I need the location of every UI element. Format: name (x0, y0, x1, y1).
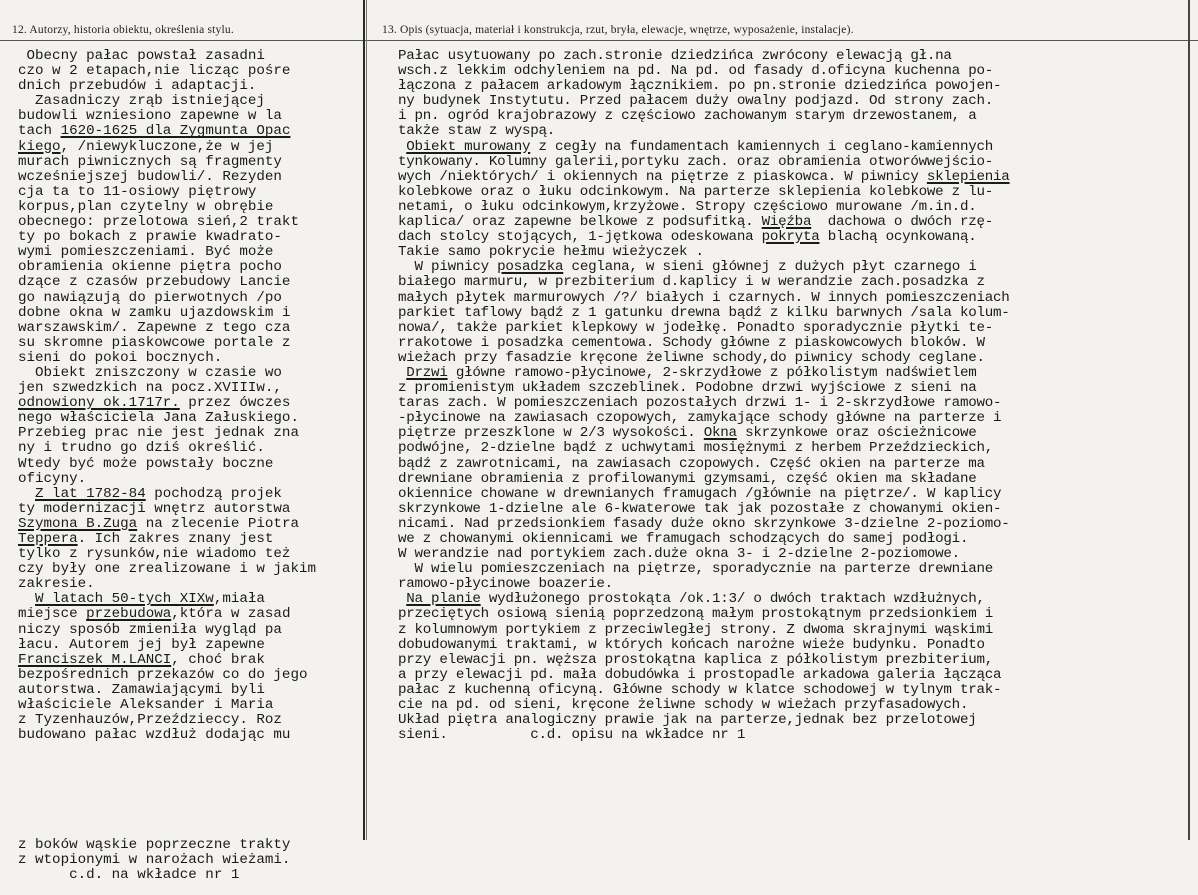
text-segment: Zasadniczy zrąb istniejącej (18, 93, 265, 110)
text-line (18, 607, 363, 622)
text-line (18, 155, 363, 170)
text-segment: pochodzą projek (145, 485, 282, 502)
text-segment: wsch.z lekkim odchyleniem na pd. Na pd. od fasady d.oficyna kuchenna po- (398, 63, 993, 80)
text-line (18, 124, 363, 139)
text-segment: wych /niektórych/ i okiennych na piętrze z piaskowca. W piwnicy (398, 168, 927, 185)
text-line (18, 472, 363, 487)
underlined-phrase: sklepienia (926, 168, 1010, 185)
text-line (398, 623, 1188, 638)
text-segment: ty modernizacji wnętrz autorstwa (18, 500, 291, 517)
underlined-phrase: W latach 50-tych XIXw (35, 591, 214, 608)
text-line (18, 381, 363, 396)
text-segment: dach stolcy stojących, 1-jętkowa odeskowana (398, 229, 762, 246)
text-segment: na zlecenie Piotra (137, 515, 299, 532)
text-line (398, 79, 1188, 94)
underlined-phrase: Z lat 1782-84 (35, 485, 146, 502)
text-segment: obecnego: przelotowa sień,2 trakt (18, 214, 299, 231)
underlined-phrase: Szymona B.Zuga (18, 515, 138, 532)
text-line (398, 487, 1188, 502)
text-segment: podwójne, 2-dzielne bądź z uchwytami mosiężnymi z herbem Przeździeckich, (398, 440, 993, 457)
text-line (398, 547, 1188, 562)
text-segment: ny budynek Instytutu. Przed pałacem duży owalny podjazd. Od strony zach. (398, 93, 993, 110)
text-segment: dobudowanymi traktami, w których końcach narożne wieże budynku. Ponadto (398, 636, 985, 653)
text-line (398, 472, 1188, 487)
text-segment: niczy sposób zmieniła wygląd pa (18, 621, 282, 638)
text-segment: zakresie. (18, 576, 95, 593)
text-line (398, 200, 1188, 215)
text-segment: ,miała (213, 591, 265, 608)
text-segment: ,która w zasad (171, 606, 291, 623)
text-segment: nicami. Nad przedsionkiem fasady duże okno skrzynkowe 3-dzielne 2-poziomo- (398, 515, 1010, 532)
text-line (398, 260, 1188, 275)
text-line (18, 215, 363, 230)
column-divider-inner (366, 0, 367, 840)
underlined-phrase: Obiekt murowany (406, 138, 531, 155)
text-segment: c.d. na wkładce nr 1 (18, 867, 240, 884)
text-line (398, 638, 1188, 653)
text-line (18, 623, 363, 638)
text-segment: netami, o łuku odcinkowym,krzyżowe. Stropy częściowo murowane /m.in.d. (398, 198, 977, 215)
text-line (398, 155, 1188, 170)
text-line (18, 140, 363, 155)
text-segment: z kolumnowym portykiem z przeciwległej strony. Z dwoma skrajnymi wąskimi (398, 621, 993, 638)
text-segment: białego marmuru, w prezbiterium d.kaplicy i w werandzie zach.posadzka z (398, 274, 985, 291)
text-line (398, 170, 1188, 185)
text-line (18, 713, 363, 728)
section-13-header: 13. Opis (sytuacja, materiał i konstrukcja, rzut, bryła, elewacje, wnętrze, wyposażenie, instalacje). (382, 24, 854, 36)
text-line (18, 200, 363, 215)
text-segment: obramienia okienne piętra pocho (18, 259, 282, 276)
text-segment (18, 486, 35, 502)
header-rule (0, 40, 1198, 41)
text-segment: -płycinowe na zawiasach czopowych, zamykające schody główne na parterze i (398, 410, 1002, 427)
text-segment: okiennice chowane w drewnianych framugach /głównie na piętrze/. W kaplicy (398, 485, 1002, 502)
text-line (18, 170, 363, 185)
underlined-phrase: Franciszek M.LANCI (18, 651, 172, 668)
text-line (18, 351, 363, 366)
text-line (398, 698, 1188, 713)
text-line (18, 487, 363, 502)
text-segment: przy elewacji pn. węższa prostokątna kaplica z półkolistym prezbiterium, (398, 651, 993, 668)
text-segment: przeciętych osiową sienią poprzedzoną małym prostokątnym przedsionkiem i (398, 606, 993, 623)
underlined-phrase: odnowiony ok.1717r. (18, 395, 180, 412)
text-segment: Układ piętra analogiczny prawie jak na parterze,jednak bez przelotowej (398, 712, 977, 729)
text-line (398, 411, 1188, 426)
text-line (398, 291, 1188, 306)
text-line (18, 653, 363, 668)
text-line (18, 245, 363, 260)
section-12-header: 12. Autorzy, historia obiektu, określenia stylu. (12, 24, 234, 36)
text-segment: cja ta to 11-osiowy piętrowy (18, 183, 257, 200)
text-line (18, 366, 363, 381)
text-segment: małych płytek marmurowych /?/ białych i czarnych. W innych pomieszczeniach (398, 289, 1010, 306)
underlined-phrase: Więźba (761, 214, 812, 231)
text-segment: . Ich zakres znany jest (77, 531, 274, 547)
text-segment: wymi pomieszczeniami. Być może (18, 244, 274, 261)
text-segment: budowano pałac wzdłuż dodając mu (18, 727, 291, 744)
text-segment: a przy elewacji pd. mała dobudówka i prostopadle arkadowa galeria łącząca (398, 666, 1002, 683)
text-line (18, 396, 363, 411)
text-line (18, 426, 363, 441)
text-segment: łączona z pałacem arkadowym łącznikiem. po pn.stronie dziedzińca powojen- (398, 78, 1002, 95)
text-segment: czo w 2 etapach,nie licząc pośre (18, 63, 291, 80)
text-line (18, 411, 363, 426)
text-segment: ty po bokach z prawie kwadrato- (18, 229, 282, 246)
text-segment: tynkowany. Kolumny galerii,portyku zach. oraz obramienia otworówwejścio- (398, 153, 993, 170)
text-line (18, 698, 363, 713)
underlined-phrase: Okna (703, 425, 737, 442)
underlined-phrase: pokryta (761, 229, 820, 246)
column-divider (363, 0, 365, 840)
text-line (398, 502, 1188, 517)
text-segment: dzące z czasów przebudowy Lancie (18, 274, 291, 291)
text-segment: bezpośrednich przekazów co do jego (18, 666, 308, 683)
text-line (398, 457, 1188, 472)
text-segment: tach (18, 123, 61, 140)
text-line (398, 336, 1188, 351)
text-line (18, 577, 363, 592)
text-line (398, 381, 1188, 396)
text-segment: murach piwnicznych są fragmenty (18, 153, 282, 170)
text-segment: sieni. c.d. opisu na wkładce nr 1 (398, 727, 746, 744)
text-line (398, 426, 1188, 441)
text-segment: Pałac usytuowany po zach.stronie dziedzińca zwrócony elewacją gł.na (398, 49, 952, 64)
text-segment: z cegły na fundamentach kamiennych i ceglano-kamiennych (530, 138, 994, 155)
text-line (18, 728, 363, 743)
text-line (18, 517, 363, 532)
text-line (18, 838, 363, 853)
text-line (398, 185, 1188, 200)
underlined-phrase: Na planie (406, 591, 481, 608)
text-line (18, 64, 363, 79)
text-segment (18, 591, 35, 607)
description-column (398, 49, 1188, 743)
text-line (398, 653, 1188, 668)
text-line (398, 683, 1188, 698)
text-line (398, 321, 1188, 336)
text-segment: oficyny. (18, 470, 87, 487)
text-segment: kolebkowe oraz o łuku odcinkowym. Na parterze sklepienia kolebkowe z lu- (398, 183, 993, 200)
underlined-phrase: kiego (18, 138, 61, 155)
text-line (18, 532, 363, 547)
history-continuation (18, 838, 363, 883)
text-line (18, 230, 363, 245)
text-segment: W piwnicy (398, 259, 498, 276)
page-right-border (1188, 0, 1190, 840)
text-line (18, 109, 363, 124)
text-line (18, 306, 363, 321)
text-segment: go nawiązują do pierwotnych /po (18, 289, 282, 306)
text-segment: pałac z kuchenną oficyną. Główne schody w klatce schodowej w tylnym trak- (398, 681, 1002, 698)
text-segment: parkiet taflowy bądź z 1 gatunku drewna bądź z kilku barwnych /sala kolum- (398, 304, 1010, 321)
text-line (18, 638, 363, 653)
text-line (18, 94, 363, 109)
text-line (398, 49, 1188, 64)
text-segment: czy były one zrealizowane i w jakim (18, 561, 316, 578)
text-line (398, 109, 1188, 124)
text-line (398, 577, 1188, 592)
underlined-phrase: Teppera (18, 531, 78, 547)
text-line (398, 607, 1188, 622)
text-segment: dobne okna w zamku ujazdowskim i (18, 304, 291, 321)
text-line (398, 245, 1188, 260)
text-segment: Obiekt zniszczony w czasie wo (18, 364, 282, 381)
text-segment: su skromne piaskowcowe portale z (18, 334, 291, 351)
text-line (398, 713, 1188, 728)
text-line (398, 396, 1188, 411)
text-line (18, 260, 363, 275)
text-segment: taras zach. W pomieszczeniach pozostałych drzwi 1- i 2-skrzydłowe ramowo- (398, 395, 1002, 412)
text-line (398, 306, 1188, 321)
text-line (18, 868, 363, 883)
text-line (398, 94, 1188, 109)
text-segment: i pn. ogród krajobrazowy z częściowo zachowanym starym drzewostanem, a (398, 108, 977, 125)
text-segment: Takie samo pokrycie hełmu wieżyczek . (398, 244, 704, 261)
text-line (398, 230, 1188, 245)
underlined-phrase: Drzwi (406, 364, 448, 381)
text-segment: wydłużonego prostokąta /ok.1:3/ o dwóch traktach wzdłużnych, (480, 591, 985, 608)
text-line (398, 668, 1188, 683)
text-segment: sieni do pokoi bocznych. (18, 349, 223, 366)
text-segment: skrzynkowe 1-dzielne ale 6-kwaterowe tak jak pozostałe z chowanymi okien- (398, 500, 1002, 517)
text-segment: rrakotowe i posadzka cementowa. Schody główne z piaskowcowych bloków. W (398, 334, 985, 351)
text-segment: Obecny pałac powstał zasadni (18, 49, 265, 64)
text-segment: , choć brak (171, 651, 265, 668)
text-line (18, 592, 363, 607)
text-segment: kaplica/ oraz zapewne belkowe z podsufitką. (398, 214, 762, 231)
text-segment: piętrze przeszklone w 2/3 wysokości. (398, 425, 704, 442)
text-line (18, 547, 363, 562)
text-segment: warszawskim/. Zapewne z tego cza (18, 319, 291, 336)
text-line (398, 728, 1188, 743)
text-line (18, 853, 363, 868)
text-line (18, 502, 363, 517)
text-segment: nego właściciela Jana Załuskiego. (18, 410, 299, 427)
text-segment: wcześniejszej budowli/. Rezyden (18, 168, 282, 185)
text-segment: miejsce (18, 606, 87, 623)
text-line (398, 532, 1188, 547)
text-segment: autorstwa. Zamawiającymi byli (18, 681, 265, 698)
text-segment: nowa/, także parkiet klepkowy w jodełkę. Ponadto sporadycznie płytki te- (398, 319, 993, 336)
text-line (398, 275, 1188, 290)
text-line (18, 321, 363, 336)
text-segment: łacu. Autorem jej był zapewne (18, 636, 265, 653)
text-line (398, 64, 1188, 79)
text-segment: także staw z wyspą. (398, 123, 556, 140)
text-segment: dachowa o dwóch rzę- (811, 214, 994, 231)
text-segment: Przebieg prac nie jest jednak zna (18, 425, 299, 442)
text-segment: przez ówczes (179, 395, 291, 412)
text-line (398, 562, 1188, 577)
text-segment: tylko z rysunków,nie wiadomo też (18, 546, 291, 563)
text-line (398, 140, 1188, 155)
text-line (18, 457, 363, 472)
text-segment: z wtopionymi w narożach wieżami. (18, 852, 291, 869)
text-line (18, 275, 363, 290)
text-line (18, 291, 363, 306)
text-segment: bądź z zawrotnicami, na zawiasach czopowych. Część okien na parterze ma (398, 455, 985, 472)
text-line (18, 336, 363, 351)
text-segment: Wtedy być może powstały boczne (18, 455, 274, 472)
text-segment: blachą ocynkowaną. (819, 229, 977, 246)
text-segment: budowli wzniesiono zapewne w la (18, 108, 282, 125)
history-column (18, 49, 363, 743)
underlined-phrase: posadzka (497, 259, 564, 276)
underlined-phrase: 1620-1625 dla Zygmunta Opac (60, 123, 291, 140)
underlined-phrase: przebudowa (86, 606, 172, 623)
text-line (18, 79, 363, 94)
text-segment: W werandzie nad portykiem zach.duże okna 3- i 2-dzielne 2-poziomowe. (398, 546, 960, 563)
text-segment: korpus,plan czytelny w obrębie (18, 198, 274, 215)
text-segment: drewniane obramienia z profilowanymi gzymsami, część okien ma składane (398, 470, 977, 487)
text-line (18, 441, 363, 456)
text-segment: we z chowanymi okiennicami we framugach schodzących do samej podłogi. (398, 531, 969, 547)
text-line (18, 185, 363, 200)
text-segment: W wielu pomieszczeniach na piętrze, sporadycznie na parterze drewniane (398, 561, 993, 578)
text-line (398, 215, 1188, 230)
text-segment: główne ramowo-płycinowe, 2-skrzydłowe z półkolistym nadświetlem (447, 364, 977, 381)
text-line (398, 441, 1188, 456)
text-line (398, 592, 1188, 607)
text-segment: właściciele Aleksander i Maria (18, 697, 274, 714)
text-line (398, 351, 1188, 366)
text-line (398, 124, 1188, 139)
text-segment: dnich przebudów i adaptacji. (18, 78, 257, 95)
text-segment: ceglana, w sieni głównej z dużych płyt czarnego i (563, 259, 977, 276)
text-segment: z boków wąskie poprzeczne trakty (18, 837, 291, 853)
text-segment: , /niewykluczone,że w jej (60, 138, 274, 155)
text-segment: z promienistym układem szczeblinek. Podobne drzwi wyjściowe z sieni na (398, 380, 977, 397)
text-segment: z Tyzenhauzów,Przeździeccy. Roz (18, 712, 282, 729)
text-segment: wieżach przy fasadzie kręcone żeliwne schody,do piwnicy schody ceglane. (398, 349, 985, 366)
text-segment: jen szwedzkich na pocz.XVIIIw., (18, 380, 282, 397)
text-segment: cie na pd. od sieni, kręcone żeliwne schody w wieżach przyfasadowych. (398, 697, 969, 714)
text-segment: ny i trudno go dziś określić. (18, 440, 265, 457)
text-line (398, 366, 1188, 381)
text-line (18, 49, 363, 64)
text-line (18, 683, 363, 698)
text-segment: ramowo-płycinowe boazerie. (398, 576, 613, 593)
text-line (18, 668, 363, 683)
text-line (398, 517, 1188, 532)
text-segment: skrzynkowe oraz ościeżnicowe (736, 425, 977, 442)
text-line (18, 562, 363, 577)
